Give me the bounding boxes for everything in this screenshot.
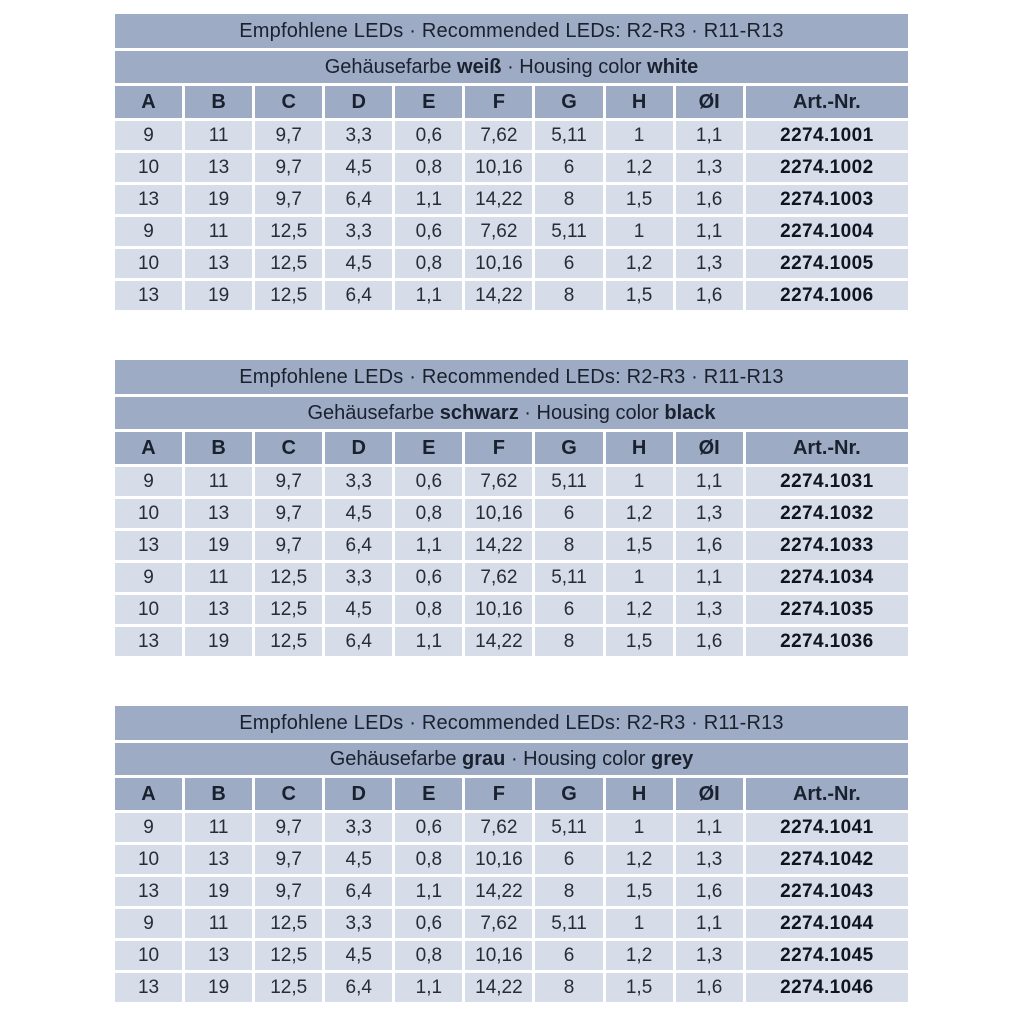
dimension-cell: 19: [185, 973, 252, 1002]
dimension-cell: 0,6: [395, 813, 462, 842]
dimension-cell: 12,5: [255, 595, 322, 624]
dimension-cell: 6,4: [325, 973, 392, 1002]
dimension-cell: 9,7: [255, 153, 322, 182]
dimension-cell: 6,4: [325, 185, 392, 214]
column-header: D: [325, 432, 392, 464]
dimension-cell: 1,5: [606, 973, 673, 1002]
dimension-cell: 4,5: [325, 153, 392, 182]
dimension-cell: 11: [185, 563, 252, 592]
subtitle-en-label: Housing color: [523, 748, 646, 770]
dimension-cell: 7,62: [465, 121, 532, 150]
dimension-cell: 13: [185, 941, 252, 970]
dimension-cell: 9,7: [255, 531, 322, 560]
dimension-cell: 7,62: [465, 217, 532, 246]
column-header: G: [535, 432, 602, 464]
dimension-cell: 10,16: [465, 845, 532, 874]
dimension-cell: 0,6: [395, 217, 462, 246]
column-header: ØI: [676, 86, 743, 118]
dimension-cell: 5,11: [535, 813, 602, 842]
dimension-cell: 9,7: [255, 467, 322, 496]
art-number-cell: 2274.1003: [746, 185, 908, 214]
subtitle-en-color: black: [664, 402, 716, 424]
table-row: [115, 185, 908, 214]
dimension-cell: 6,4: [325, 627, 392, 656]
column-header: C: [255, 432, 322, 464]
dimension-cell: 1,1: [395, 531, 462, 560]
dimension-cell: 1,3: [676, 153, 743, 182]
column-header: E: [395, 86, 462, 118]
dimension-cell: 10: [115, 499, 182, 528]
dimension-cell: 1,5: [606, 281, 673, 310]
table-title: Empfohlene LEDs · Recommended LEDs: R2-R3 · R11-R13: [115, 706, 908, 740]
table-row: [115, 249, 908, 278]
dimension-cell: 11: [185, 909, 252, 938]
table-row: [115, 813, 908, 842]
subtitle-separator: ·: [510, 748, 518, 770]
dimension-cell: 19: [185, 877, 252, 906]
dimension-cell: 10: [115, 153, 182, 182]
column-header: H: [606, 778, 673, 810]
column-header: B: [185, 432, 252, 464]
dimension-cell: 6: [535, 499, 602, 528]
column-header: Art.-Nr.: [746, 86, 908, 118]
dimension-cell: 3,3: [325, 563, 392, 592]
art-number-cell: 2274.1046: [746, 973, 908, 1002]
dimension-cell: 9: [115, 563, 182, 592]
dimension-cell: 13: [185, 249, 252, 278]
dimension-cell: 8: [535, 185, 602, 214]
dimension-cell: 8: [535, 627, 602, 656]
dimension-cell: 12,5: [255, 941, 322, 970]
table-title: Empfohlene LEDs · Recommended LEDs: R2-R3 · R11-R13: [115, 360, 908, 394]
dimension-cell: 1,1: [395, 185, 462, 214]
dimension-cell: 13: [185, 845, 252, 874]
table-row: [115, 595, 908, 624]
dimension-cell: 9: [115, 909, 182, 938]
table-row: [115, 467, 908, 496]
art-number-cell: 2274.1031: [746, 467, 908, 496]
art-number-cell: 2274.1005: [746, 249, 908, 278]
column-header: A: [115, 86, 182, 118]
dimension-cell: 1,3: [676, 249, 743, 278]
table-row: [115, 281, 908, 310]
table-row: [115, 973, 908, 1002]
dimension-cell: 4,5: [325, 941, 392, 970]
dimension-cell: 12,5: [255, 249, 322, 278]
dimension-cell: 10,16: [465, 249, 532, 278]
dimension-cell: 13: [115, 877, 182, 906]
table-row: [115, 627, 908, 656]
dimension-cell: 11: [185, 813, 252, 842]
table-subtitle: [115, 397, 908, 429]
table-row: [115, 845, 908, 874]
art-number-cell: 2274.1006: [746, 281, 908, 310]
dimension-cell: 0,8: [395, 845, 462, 874]
art-number-cell: 2274.1043: [746, 877, 908, 906]
dimension-cell: 12,5: [255, 627, 322, 656]
column-header: F: [465, 86, 532, 118]
column-header: C: [255, 778, 322, 810]
dimension-cell: 0,8: [395, 595, 462, 624]
table-row: [115, 563, 908, 592]
dimension-cell: 1,2: [606, 249, 673, 278]
column-header-row: [115, 432, 908, 464]
dimension-cell: 13: [185, 499, 252, 528]
led-spec-table: [115, 360, 908, 656]
dimension-cell: 13: [115, 531, 182, 560]
dimension-cell: 1,5: [606, 877, 673, 906]
column-header: Art.-Nr.: [746, 778, 908, 810]
dimension-cell: 10: [115, 845, 182, 874]
dimension-cell: 11: [185, 121, 252, 150]
dimension-cell: 1,1: [676, 813, 743, 842]
dimension-cell: 10,16: [465, 499, 532, 528]
dimension-cell: 12,5: [255, 563, 322, 592]
column-header: G: [535, 86, 602, 118]
subtitle-de-color: grau: [462, 748, 506, 770]
table-row: [115, 909, 908, 938]
dimension-cell: 9: [115, 121, 182, 150]
dimension-cell: 12,5: [255, 217, 322, 246]
column-header: A: [115, 778, 182, 810]
dimension-cell: 0,8: [395, 941, 462, 970]
table-subtitle: [115, 51, 908, 83]
dimension-cell: 1,3: [676, 845, 743, 874]
column-header: Art.-Nr.: [746, 432, 908, 464]
dimension-cell: 13: [115, 627, 182, 656]
column-header: F: [465, 432, 532, 464]
dimension-cell: 1,1: [676, 217, 743, 246]
dimension-cell: 11: [185, 467, 252, 496]
dimension-cell: 3,3: [325, 217, 392, 246]
column-header: E: [395, 778, 462, 810]
table-row: [115, 941, 908, 970]
column-header: F: [465, 778, 532, 810]
dimension-cell: 8: [535, 531, 602, 560]
column-header-row: [115, 778, 908, 810]
column-header: H: [606, 86, 673, 118]
column-header: E: [395, 432, 462, 464]
dimension-cell: 9,7: [255, 877, 322, 906]
dimension-cell: 1,5: [606, 627, 673, 656]
dimension-cell: 6,4: [325, 281, 392, 310]
led-tables-container: [115, 14, 908, 1002]
dimension-cell: 1,1: [395, 627, 462, 656]
dimension-cell: 13: [115, 281, 182, 310]
dimension-cell: 13: [185, 595, 252, 624]
dimension-cell: 3,3: [325, 467, 392, 496]
dimension-cell: 1,6: [676, 281, 743, 310]
dimension-cell: 4,5: [325, 595, 392, 624]
dimension-cell: 0,8: [395, 249, 462, 278]
dimension-cell: 9: [115, 467, 182, 496]
art-number-cell: 2274.1041: [746, 813, 908, 842]
dimension-cell: 6,4: [325, 877, 392, 906]
dimension-cell: 6: [535, 249, 602, 278]
subtitle-separator: ·: [524, 402, 531, 424]
dimension-cell: 3,3: [325, 121, 392, 150]
dimension-cell: 14,22: [465, 185, 532, 214]
dimension-cell: 1: [606, 467, 673, 496]
dimension-cell: 1: [606, 563, 673, 592]
dimension-cell: 1,3: [676, 595, 743, 624]
dimension-cell: 7,62: [465, 813, 532, 842]
dimension-cell: 14,22: [465, 281, 532, 310]
dimension-cell: 1,2: [606, 595, 673, 624]
column-header: H: [606, 432, 673, 464]
dimension-cell: 19: [185, 531, 252, 560]
dimension-cell: 14,22: [465, 627, 532, 656]
art-number-cell: 2274.1001: [746, 121, 908, 150]
dimension-cell: 9,7: [255, 845, 322, 874]
dimension-cell: 1,3: [676, 941, 743, 970]
dimension-cell: 6,4: [325, 531, 392, 560]
dimension-cell: 1,6: [676, 877, 743, 906]
art-number-cell: 2274.1032: [746, 499, 908, 528]
column-header: A: [115, 432, 182, 464]
dimension-cell: 6: [535, 845, 602, 874]
dimension-cell: 13: [115, 185, 182, 214]
dimension-cell: 1,6: [676, 627, 743, 656]
table-row: [115, 877, 908, 906]
dimension-cell: 1,1: [676, 909, 743, 938]
dimension-cell: 8: [535, 281, 602, 310]
dimension-cell: 14,22: [465, 973, 532, 1002]
dimension-cell: 10: [115, 249, 182, 278]
art-number-cell: 2274.1034: [746, 563, 908, 592]
dimension-cell: 10,16: [465, 595, 532, 624]
dimension-cell: 1: [606, 813, 673, 842]
subtitle-de-color: schwarz: [439, 402, 519, 424]
subtitle-de-label: Gehäusefarbe: [307, 402, 435, 424]
column-header: D: [325, 778, 392, 810]
column-header: D: [325, 86, 392, 118]
dimension-cell: 10: [115, 595, 182, 624]
art-number-cell: 2274.1042: [746, 845, 908, 874]
dimension-cell: 12,5: [255, 281, 322, 310]
art-number-cell: 2274.1036: [746, 627, 908, 656]
subtitle-en-color: white: [647, 56, 699, 78]
dimension-cell: 10: [115, 941, 182, 970]
dimension-cell: 6: [535, 153, 602, 182]
dimension-cell: 14,22: [465, 877, 532, 906]
subtitle-en-label: Housing color: [519, 56, 642, 78]
art-number-cell: 2274.1035: [746, 595, 908, 624]
dimension-cell: 1,2: [606, 499, 673, 528]
dimension-cell: 13: [115, 973, 182, 1002]
dimension-cell: 6: [535, 595, 602, 624]
dimension-cell: 1,1: [676, 467, 743, 496]
column-header: ØI: [676, 778, 743, 810]
dimension-cell: 5,11: [535, 467, 602, 496]
dimension-cell: 8: [535, 877, 602, 906]
dimension-cell: 12,5: [255, 909, 322, 938]
dimension-cell: 4,5: [325, 499, 392, 528]
dimension-cell: 13: [185, 153, 252, 182]
dimension-cell: 7,62: [465, 467, 532, 496]
column-header: B: [185, 86, 252, 118]
subtitle-de-label: Gehäusefarbe: [329, 748, 457, 770]
column-header-row: [115, 86, 908, 118]
table-row: [115, 153, 908, 182]
dimension-cell: 1,2: [606, 153, 673, 182]
dimension-cell: 9,7: [255, 121, 322, 150]
dimension-cell: 1: [606, 909, 673, 938]
dimension-cell: 1,1: [395, 973, 462, 1002]
dimension-cell: 0,6: [395, 563, 462, 592]
column-header: B: [185, 778, 252, 810]
dimension-cell: 5,11: [535, 563, 602, 592]
dimension-cell: 1,2: [606, 845, 673, 874]
art-number-cell: 2274.1033: [746, 531, 908, 560]
dimension-cell: 19: [185, 281, 252, 310]
dimension-cell: 9: [115, 217, 182, 246]
dimension-cell: 0,8: [395, 153, 462, 182]
dimension-cell: 6: [535, 941, 602, 970]
dimension-cell: 4,5: [325, 845, 392, 874]
column-header: C: [255, 86, 322, 118]
dimension-cell: 1,5: [606, 185, 673, 214]
column-header: G: [535, 778, 602, 810]
dimension-cell: 7,62: [465, 563, 532, 592]
dimension-cell: 1,1: [676, 563, 743, 592]
dimension-cell: 14,22: [465, 531, 532, 560]
dimension-cell: 5,11: [535, 909, 602, 938]
dimension-cell: 9,7: [255, 813, 322, 842]
table-row: [115, 217, 908, 246]
column-header: ØI: [676, 432, 743, 464]
dimension-cell: 1,1: [395, 877, 462, 906]
dimension-cell: 4,5: [325, 249, 392, 278]
art-number-cell: 2274.1002: [746, 153, 908, 182]
dimension-cell: 1,6: [676, 185, 743, 214]
dimension-cell: 1,1: [676, 121, 743, 150]
dimension-cell: 1,3: [676, 499, 743, 528]
dimension-cell: 0,8: [395, 499, 462, 528]
subtitle-en-color: grey: [651, 748, 694, 770]
dimension-cell: 1: [606, 121, 673, 150]
dimension-cell: 8: [535, 973, 602, 1002]
table-row: [115, 499, 908, 528]
subtitle-en-label: Housing color: [536, 402, 659, 424]
subtitle-separator: ·: [507, 56, 514, 78]
dimension-cell: 1,1: [395, 281, 462, 310]
table-title: Empfohlene LEDs · Recommended LEDs: R2-R3 · R11-R13: [115, 14, 908, 48]
dimension-cell: 1,5: [606, 531, 673, 560]
dimension-cell: 5,11: [535, 217, 602, 246]
dimension-cell: 1,6: [676, 531, 743, 560]
table-row: [115, 121, 908, 150]
dimension-cell: 1: [606, 217, 673, 246]
led-spec-table: [115, 706, 908, 1002]
dimension-cell: 19: [185, 185, 252, 214]
dimension-cell: 9: [115, 813, 182, 842]
dimension-cell: 7,62: [465, 909, 532, 938]
table-row: [115, 531, 908, 560]
art-number-cell: 2274.1004: [746, 217, 908, 246]
dimension-cell: 3,3: [325, 813, 392, 842]
subtitle-de-label: Gehäusefarbe: [324, 56, 452, 78]
art-number-cell: 2274.1045: [746, 941, 908, 970]
dimension-cell: 3,3: [325, 909, 392, 938]
dimension-cell: 1,2: [606, 941, 673, 970]
subtitle-de-color: weiß: [457, 56, 502, 78]
dimension-cell: 1,6: [676, 973, 743, 1002]
led-spec-table: [115, 14, 908, 310]
dimension-cell: 0,6: [395, 467, 462, 496]
dimension-cell: 19: [185, 627, 252, 656]
dimension-cell: 9,7: [255, 499, 322, 528]
dimension-cell: 12,5: [255, 973, 322, 1002]
table-subtitle: [115, 743, 908, 775]
dimension-cell: 11: [185, 217, 252, 246]
dimension-cell: 10,16: [465, 941, 532, 970]
dimension-cell: 0,6: [395, 909, 462, 938]
dimension-cell: 9,7: [255, 185, 322, 214]
dimension-cell: 5,11: [535, 121, 602, 150]
dimension-cell: 10,16: [465, 153, 532, 182]
dimension-cell: 0,6: [395, 121, 462, 150]
art-number-cell: 2274.1044: [746, 909, 908, 938]
